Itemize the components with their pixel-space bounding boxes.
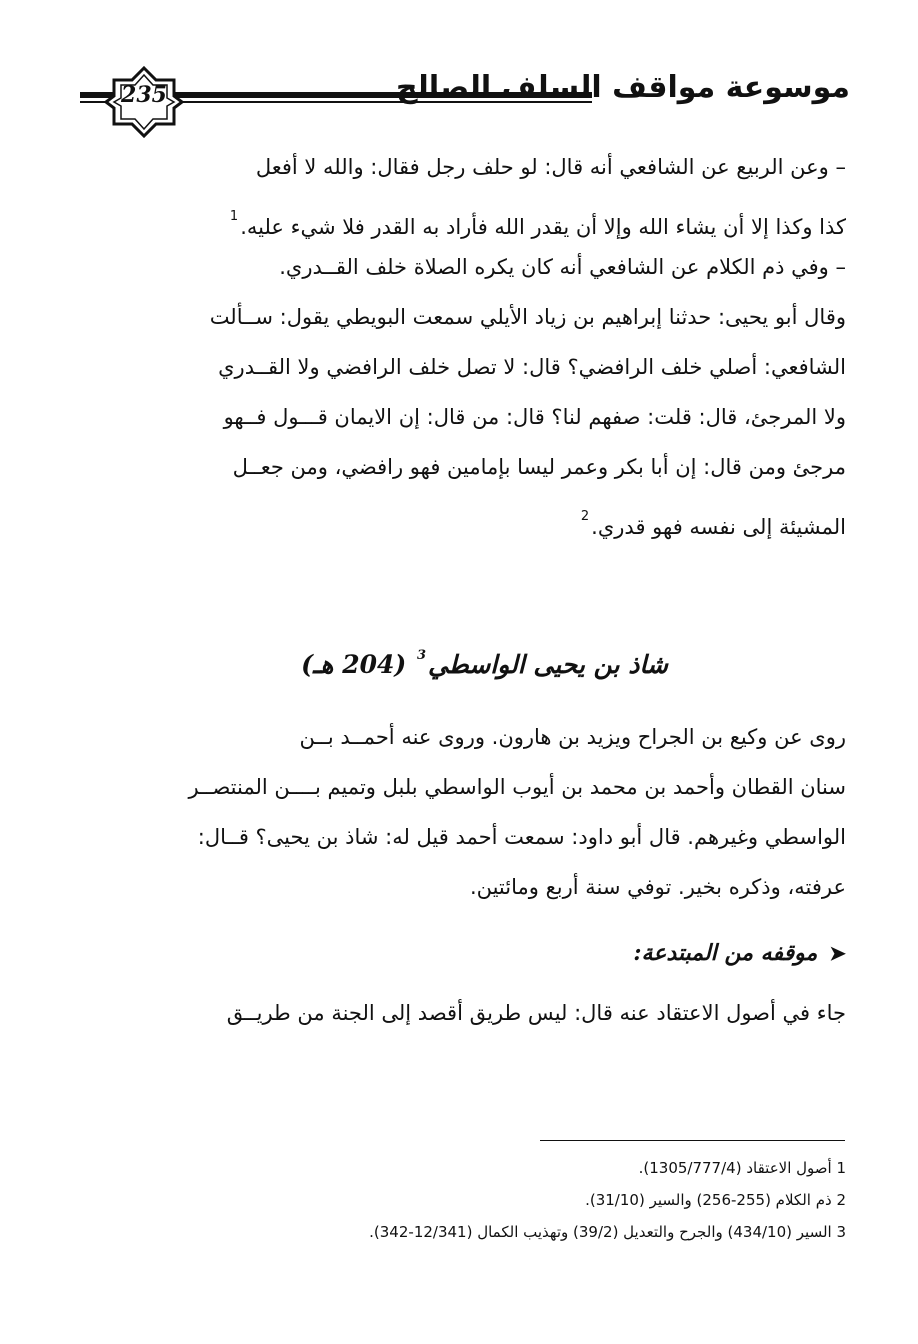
text-line	[108, 192, 846, 242]
text-line	[108, 492, 846, 542]
text-line: عرفته، وذكره بخير. توفي سنة أربع ومائتين.	[469, 875, 846, 899]
text-line: سنان القطان وأحمد بن محمد بن أيوب الواسطي بلبل وتميم بــــن المنتصــر	[188, 775, 846, 799]
text-line: – وعن الربيع عن الشافعي أنه قال: لو حلف رجل فقال: والله لا أفعل	[255, 155, 846, 179]
text-line: جاء في أصول الاعتقاد عنه قال: ليس طريق أقصد إلى الجنة من طريــق	[226, 1001, 846, 1025]
text-line: – وفي ذم الكلام عن الشافعي أنه كان يكره الصلاة خلف القــدري.	[279, 255, 846, 279]
footnote-2: 2 ذم الكلام (255-256) والسير (31/10).	[585, 1191, 846, 1209]
footnote-1: 1 أصول الاعتقاد (1305/777/4).	[638, 1159, 846, 1177]
text-line: مرجئ ومن قال: إن أبا بكر وعمر ليسا بإمامين فهو رافضي، ومن جعــل	[232, 455, 846, 479]
footnote-separator	[540, 1140, 845, 1141]
text-line-content: المشيئة إلى نفسه فهو قدري.	[591, 515, 846, 539]
book-title: موسوعة مواقف السلف الصالح	[395, 70, 850, 105]
text-line: وقال أبو يحيى: حدثنا إبراهيم بن زياد الأيلي سمعت البويطي يقول: ســألت	[209, 305, 846, 329]
footnote-marker-1: 1	[229, 209, 239, 224]
page-number: 235	[121, 82, 167, 108]
footnote-marker-2: 2	[580, 509, 590, 524]
text-line: ولا المرجئ، قال: قلت: صفهم لنا؟ قال: من قال: إن الايمان قـــول فــهو	[223, 405, 846, 429]
heading-name: شاذ بن يحيى الواسطي	[428, 650, 668, 679]
footnotes	[108, 1152, 846, 1248]
biography-heading	[301, 648, 668, 679]
arrowhead-icon: ➤	[829, 941, 846, 965]
text-line: الشافعي: أصلي خلف الرافضي؟ قال: لا تصل خلف الرافضي ولا القــدري	[218, 355, 846, 379]
text-line: الواسطي وغيرهم. قال أبو داود: سمعت أحمد قيل له: شاذ بن يحيى؟ قــال:	[197, 825, 846, 849]
subheading-label: موقفه من المبتدعة:	[633, 940, 818, 966]
section-3-text	[108, 988, 846, 1038]
heading-year: (204 هـ)	[301, 650, 407, 679]
section-2-text	[108, 712, 846, 912]
footnote-3: 3 السير (434/10) والجرح والتعديل (39/2) وتهذيب الكمال (12/341-342).	[369, 1223, 846, 1241]
footnote-marker-3: 3	[416, 648, 426, 663]
subheading	[633, 940, 846, 966]
text-line-content: كذا وكذا إلا أن يشاء الله وإلا أن يقدر الله فأراد به القدر فلا شيء عليه.	[240, 215, 846, 239]
section-1-text	[108, 142, 846, 542]
text-line: روى عن وكيع بن الجراح ويزيد بن هارون. وروى عنه أحمــد بــن	[299, 725, 846, 749]
